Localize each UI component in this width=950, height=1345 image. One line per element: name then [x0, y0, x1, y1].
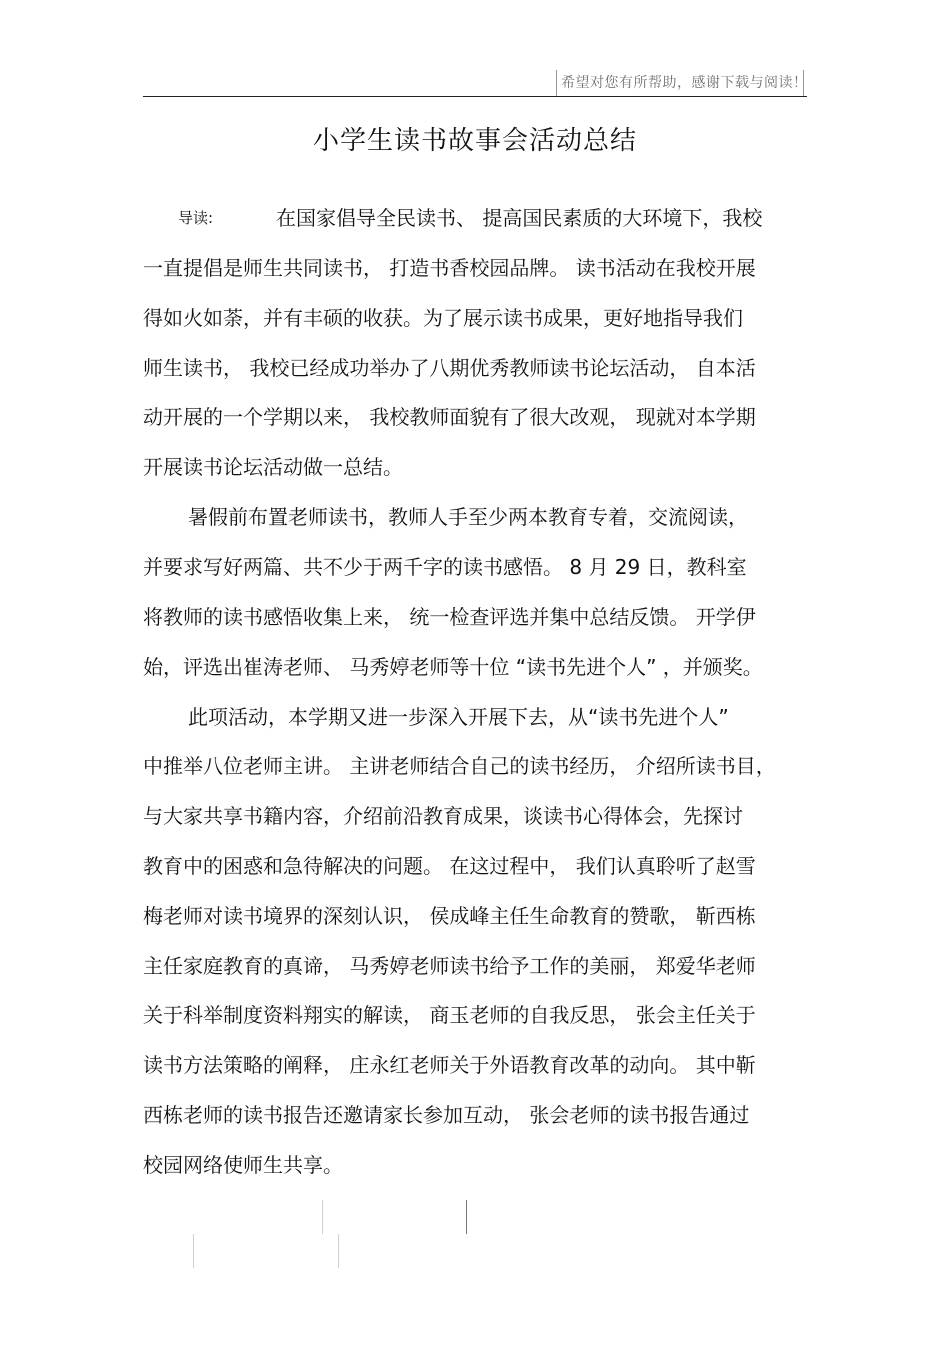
text-line-14: 教育中的困惑和急待解决的问题。 在这过程中， 我们认真聆听了赵雪 — [143, 854, 756, 878]
text-line-09: 将教师的读书感悟收集上来， 统一检查评选并集中总结反馈。 开学伊 — [143, 605, 756, 629]
decorative-line — [338, 1234, 339, 1268]
header-rule — [143, 96, 807, 97]
text-line-10: 始，评选出崔涛老师、 马秀婷老师等十位 “读书先进个人” ，并颁奖。 — [143, 655, 763, 679]
header-note-box — [556, 70, 808, 96]
text-line-12: 中推举八位老师主讲。 主讲老师结合自己的读书经历， 介绍所读书目， — [143, 754, 776, 778]
decorative-line — [193, 1234, 194, 1268]
text-line-13: 与大家共享书籍内容，介绍前沿教育成果，谈读书心得体会，先探讨 — [143, 804, 743, 828]
text-line-06: 开展读书论坛活动做一总结。 — [143, 455, 403, 479]
text-line-17: 关于科举制度资料翔实的解读， 商玉老师的自我反思， 张会主任关于 — [143, 1003, 756, 1027]
text-line-01: 在国家倡导全民读书、 提高国民素质的大环境下，我校 — [276, 206, 763, 230]
text-line-03: 得如火如荼，并有丰硕的收获。为了展示读书成果，更好地指导我们 — [143, 306, 743, 330]
text-line-16: 主任家庭教育的真谛， 马秀婷老师读书给予工作的美丽， 郑爱华老师 — [143, 954, 756, 978]
text-line-05: 动开展的一个学期以来， 我校教师面貌有了很大改观， 现就对本学期 — [143, 405, 756, 429]
text-line-18: 读书方法策略的阐释， 庄永红老师关于外语教育改革的动向。 其中靳 — [143, 1053, 756, 1077]
document-title: 小学生读书故事会活动总结 — [312, 126, 637, 156]
text-line-04: 师生读书， 我校已经成功举办了八期优秀教师读书论坛活动， 自本活 — [143, 356, 756, 380]
text-line-08: 并要求写好两篇、共不少于两千字的读书感悟。 8 月 29 日，教科室 — [143, 555, 747, 579]
text-line-11: 此项活动，本学期又进一步深入开展下去，从“读书先进个人” — [188, 705, 729, 729]
header-note: 希望对您有所帮助，感谢下载与阅读！ — [561, 75, 808, 91]
text-line-02: 一直提倡是师生共同读书， 打造书香校园品牌。 读书活动在我校开展 — [143, 256, 756, 280]
text-line-15: 梅老师对读书境界的深刻认识， 侯成峰主任生命教育的赞歌， 靳西栋 — [143, 904, 756, 928]
decorative-line — [322, 1200, 323, 1234]
decorative-line — [466, 1200, 467, 1234]
text-line-07: 暑假前布置老师读书，教师人手至少两本教育专着，交流阅读， — [188, 505, 748, 529]
text-line-20: 校园网络使师生共享。 — [143, 1153, 343, 1177]
lead-label: 导读: — [178, 209, 214, 227]
text-line-19: 西栋老师的读书报告还邀请家长参加互动， 张会老师的读书报告通过 — [143, 1103, 750, 1127]
